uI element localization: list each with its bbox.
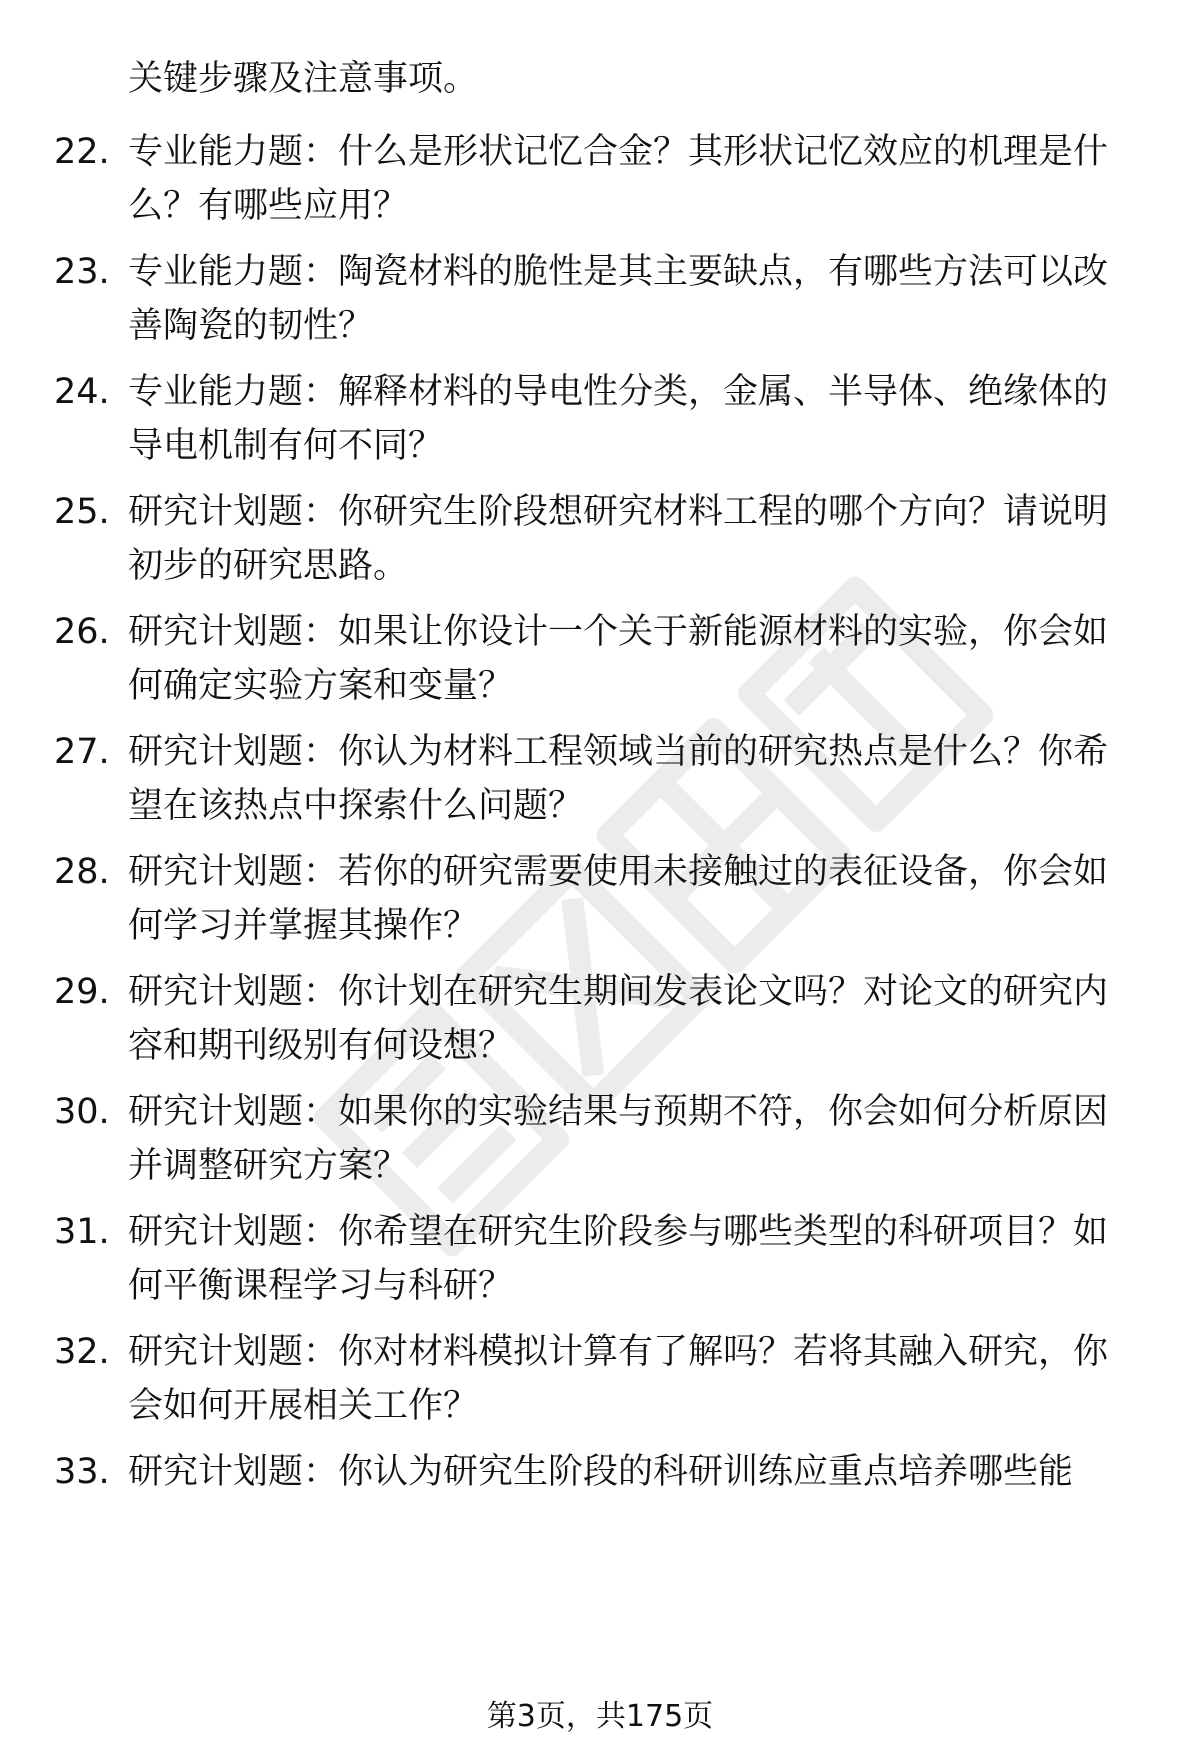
question-text: 研究计划题：如果让你设计一个关于新能源材料的实验，你会如何确定实验方案和变量？ <box>128 612 1109 706</box>
question-text: 研究计划题：你认为材料工程领域当前的研究热点是什么？你希望在该热点中探索什么问题？ <box>128 732 1109 826</box>
question-number: 28. <box>54 852 110 892</box>
question-text: 研究计划题：如果你的实验结果与预期不符，你会如何分析原因并调整研究方案？ <box>128 1092 1109 1186</box>
question-text: 专业能力题：什么是形状记忆合金？其形状记忆效应的机理是什么？有哪些应用？ <box>128 132 1109 226</box>
question-text: 研究计划题：你研究生阶段想研究材料工程的哪个方向？请说明初步的研究思路。 <box>128 492 1109 586</box>
question-number: 23. <box>54 252 110 292</box>
question-number: 22. <box>54 132 110 172</box>
question-number: 26. <box>54 612 110 652</box>
question-number: 27. <box>54 732 110 772</box>
continued-text: 关键步骤及注意事项。 <box>128 59 479 99</box>
question-number: 33. <box>54 1452 110 1492</box>
question-number: 29. <box>54 972 110 1012</box>
question-text: 研究计划题：若你的研究需要使用未接触过的表征设备，你会如何学习并掌握其操作？ <box>128 852 1109 946</box>
question-number: 25. <box>54 492 110 532</box>
question-text: 专业能力题：解释材料的导电性分类，金属、半导体、绝缘体的导电机制有何不同？ <box>128 372 1109 466</box>
question-text: 研究计划题：你认为研究生阶段的科研训练应重点培养哪些能 <box>128 1452 1074 1492</box>
question-number: 31. <box>54 1212 110 1252</box>
question-number: 32. <box>54 1332 110 1372</box>
question-number: 24. <box>54 372 110 412</box>
question-number: 30. <box>54 1092 110 1132</box>
question-text: 研究计划题：你对材料模拟计算有了解吗？若将其融入研究，你会如何开展相关工作？ <box>128 1332 1109 1426</box>
question-text: 专业能力题：陶瓷材料的脆性是其主要缺点，有哪些方法可以改善陶瓷的韧性？ <box>128 252 1109 346</box>
question-text: 研究计划题：你希望在研究生阶段参与哪些类型的科研项目？如何平衡课程学习与科研？ <box>128 1212 1109 1306</box>
question-text: 研究计划题：你计划在研究生期间发表论文吗？对论文的研究内容和期刊级别有何设想？ <box>128 972 1109 1066</box>
page-footer: 第3页，共175页 <box>486 1699 714 1734</box>
